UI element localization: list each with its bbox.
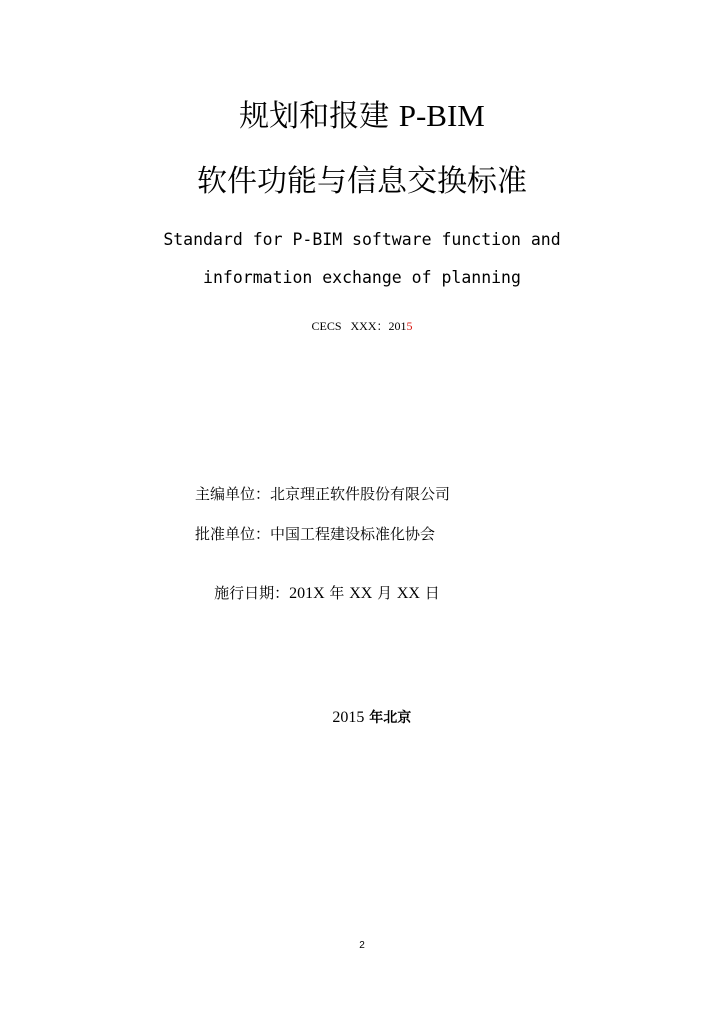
standard-code-prefix: CECS XXX：201 (311, 319, 407, 333)
effective-date-year: 201X (289, 585, 325, 602)
approver-unit-row (195, 524, 435, 544)
standard-code-last-digit: 5 (406, 319, 413, 333)
editor-unit-value: 北京理正软件股份有限公司 (270, 485, 451, 503)
title-latin-text: P-BIM (398, 98, 485, 133)
page-number: 2 (359, 940, 365, 951)
title-english-line-1: Standard for P-BIM software function and (163, 230, 561, 249)
effective-date-row (195, 563, 440, 624)
title-chinese-line-2: 软件功能与信息交换标准 (197, 164, 527, 199)
editor-unit-label: 主编单位： (195, 485, 271, 503)
title-chinese-text: 规划和报建 (239, 99, 390, 134)
publication-place-date (0, 687, 724, 748)
effective-date-day-unit: 日 (419, 584, 440, 602)
approver-unit-value: 中国工程建设标准化协会 (270, 525, 436, 543)
standard-code (0, 318, 724, 334)
approver-unit-label: 批准单位： (195, 525, 271, 543)
effective-date-day: XX (396, 585, 420, 602)
effective-date-month-unit: 月 (372, 584, 397, 602)
effective-date-month: XX (349, 585, 373, 602)
title-chinese-line-1 (0, 98, 724, 135)
publication-year: 2015 (332, 709, 365, 726)
publication-place: 年北京 (364, 710, 412, 726)
title-english-line-2: information exchange of planning (203, 268, 521, 287)
effective-date-year-unit: 年 (324, 584, 350, 602)
effective-date-label: 施行日期： (214, 584, 290, 602)
editor-unit-row (195, 484, 450, 504)
